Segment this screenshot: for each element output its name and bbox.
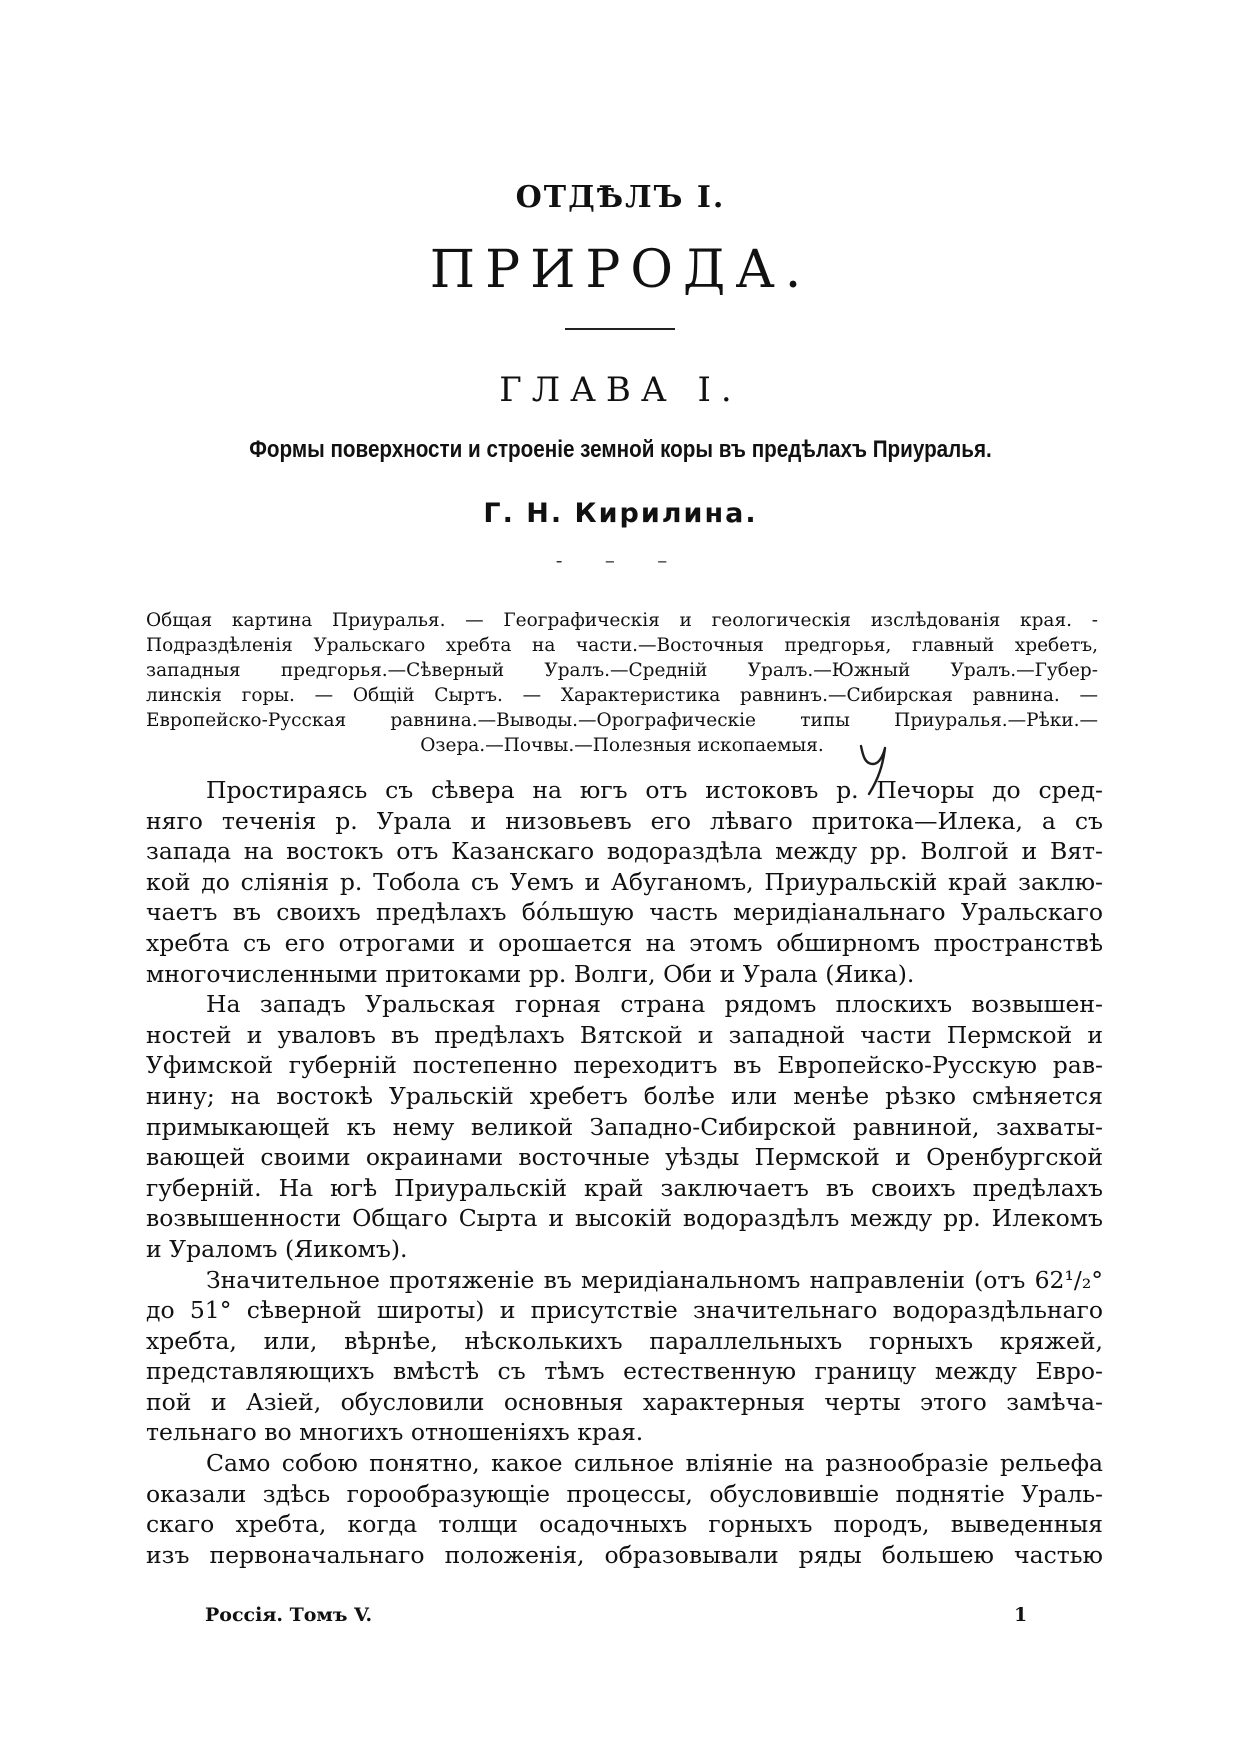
text-line: многочисленными притоками рр. Волги, Оби и Урала (Яика). [146,959,915,988]
summary-line: Подраздѣленія Уральскаго хребта на части.—Восточныя предгорья, главный хребетъ, [146,635,1098,656]
author-name: Г. Н. Кирилина. [483,498,758,529]
dash-separator: - – – [555,548,686,572]
text-line: тельнаго во многихъ отношеніяхъ края. [146,1418,644,1447]
text-line: губерній. На югѣ Приуральскій край заключаетъ въ своихъ предѣлахъ [146,1173,1103,1202]
text-line: Уфимской губерній постепенно переходитъ въ Европейско-Русскую рав- [146,1051,1103,1080]
text-line: ностей и уваловъ въ предѣлахъ Вятской и западной части Пермской и [146,1020,1103,1049]
text-line: няго теченія р. Урала и низовьевъ его лѣваго притока—Илека, а съ [146,806,1103,835]
text-line: и Ураломъ (Яикомъ). [146,1234,408,1263]
paragraph [146,1448,1103,1570]
text-line: возвышенности Общаго Сырта и высокій водораздѣлъ между рр. Илекомъ [146,1204,1103,1233]
paragraph [146,1265,1103,1449]
text-line: хребта съ его отрогами и орошается на этомъ обширномъ пространствѣ [146,928,1103,957]
text-line: чаетъ въ своихъ предѣлахъ бóльшую часть меридіанальнаго Уральскаго [146,898,1103,927]
chapter-title: Формы поверхности и строеніе земной коры въ предѣлахъ Приуралья. [249,436,992,463]
text-line: вающей своими окраинами восточные уѣзды Пермской и Оренбургской [146,1143,1103,1172]
page-title: ПРИРОДА. [429,240,812,300]
page-number: 1 [1014,1604,1028,1626]
title-divider [565,328,675,330]
paragraph [146,775,1103,989]
body-text [146,775,1103,1570]
text-line: пой и Азіей, обусловили основныя характерныя черты этого замѣча- [146,1387,1103,1416]
volume-label: Россія. Томъ V. [205,1604,373,1626]
text-line: Простираясь съ сѣвера на югъ отъ истоковъ р. Печоры до сред- [206,776,1103,804]
text-line: кой до сліянія р. Тобола съ Уемъ и Абуганомъ, Приуральскій край заклю- [146,867,1103,896]
summary-line: западныя предгорья.—Сѣверный Уралъ.—Средній Уралъ.—Южный Уралъ.—Губер- [146,660,1098,681]
text-line: хребта, или, вѣрнѣе, нѣсколькихъ параллельныхъ горныхъ кряжей, [146,1326,1103,1355]
summary-line: Общая картина Приуралья. — Географическія и геологическія изслѣдованія края. - [146,610,1098,631]
summary-line: Европейско-Русская равнина.—Выводы.—Орографическіе типы Приуралья.—Рѣки.— [146,710,1098,731]
text-line: примыкающей къ нему великой Западно-Сибирской равниной, захваты- [146,1112,1103,1141]
chapter-label: ГЛАВА I. [499,370,742,410]
text-line: скаго хребта, когда толщи осадочныхъ горныхъ породъ, выведенныя [146,1510,1103,1539]
text-line: Само собою понятно, какое сильное вліяніе на разнообразіе рельефа [206,1449,1103,1478]
chapter-summary [146,608,1098,758]
text-line: до 51° сѣверной широты) и присутствіе значительнаго водораздѣльнаго [146,1296,1103,1325]
text-line: нину; на востокѣ Уральскій хребетъ болѣе или менѣе рѣзко смѣняется [146,1081,1103,1110]
summary-line: Озера.—Почвы.—Полезныя ископаемыя. [420,735,824,756]
text-line: Значительное протяженіе въ меридіанальномъ направленіи (отъ 62¹/₂° [206,1265,1103,1294]
text-line: представляющихъ вмѣстѣ съ тѣмъ естественную границу между Евро- [146,1357,1103,1386]
paragraph [146,989,1103,1264]
text-line: запада на востокъ отъ Казанскаго водораздѣла между рр. Волгой и Вят- [146,837,1103,866]
text-line: На западъ Уральская горная страна рядомъ плоскихъ возвышен- [206,990,1103,1019]
section-label: ОТДѢЛЪ I. [515,180,726,215]
text-line: оказали здѣсь горообразующіе процессы, обусловившіе поднятіе Ураль- [146,1479,1103,1508]
text-line: изъ первоначальнаго положенія, образовывали ряды большею частью [146,1540,1103,1569]
summary-line: линскія горы. — Общій Сыртъ. — Характеристика равнинъ.—Сибирская равнина. — [146,685,1098,706]
